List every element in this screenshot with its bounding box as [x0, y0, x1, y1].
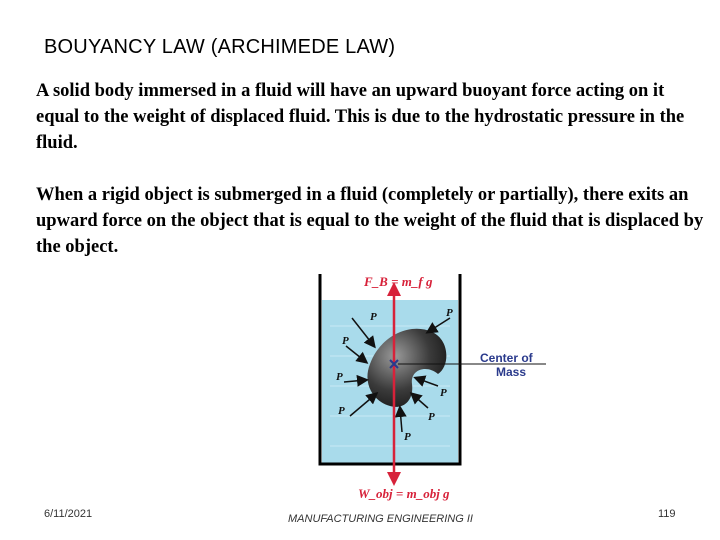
buoyant-force-label: F_B = m_f g	[364, 274, 433, 289]
paragraph-definition: A solid body immersed in a fluid will have an upward buoyant force acting on it equal to the weight of displaced fluid. This is due to the hydrostatic pressure in the fluid.	[36, 81, 685, 153]
weight-label: W_obj = m_obj g	[358, 486, 450, 501]
center-of-mass-label: Mass	[496, 365, 527, 379]
pressure-label: P	[370, 311, 377, 323]
pressure-label: P	[342, 335, 349, 347]
pressure-label: P	[446, 307, 453, 319]
pressure-label: P	[404, 431, 411, 443]
pressure-label: P	[336, 371, 343, 383]
pressure-label: P	[428, 411, 435, 423]
paragraph-explanation: When a rigid object is submerged in a fluid (completely or partially), there exits an upward force on the object that is equal to the weight of the fluid that is displaced by the object.	[36, 185, 704, 257]
footer-date: 6/11/2021	[44, 508, 93, 520]
center-of-mass-label: Center of	[480, 351, 533, 365]
slide-title: BOUYANCY LAW (ARCHIMEDE LAW)	[44, 36, 396, 58]
pressure-label: P	[338, 405, 345, 417]
buoyancy-diagram	[300, 266, 570, 502]
pressure-label: P	[440, 387, 447, 399]
footer-course: MANUFACTURING ENGINEERING II	[288, 513, 473, 525]
footer-page-number: 119	[658, 508, 676, 520]
